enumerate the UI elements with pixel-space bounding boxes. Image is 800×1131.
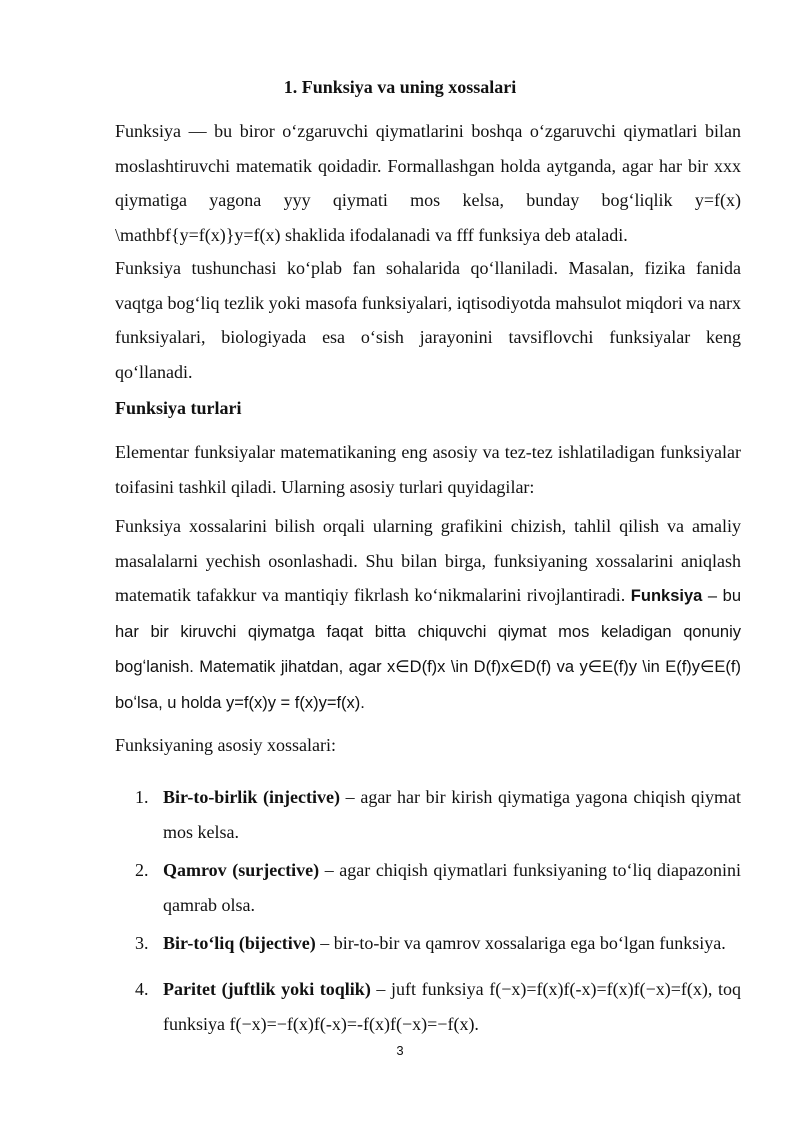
list-item-number: 2. xyxy=(135,860,149,880)
list-item-text xyxy=(163,926,741,961)
definition-text: – bu har bir kiruvchi qiymatga faqat bitta chiquvchi qiymat mos keladigan qonuniy bogʻlanish. Matematik jihatdan, agar x∈D(f)x \in D(f)x∈D(f) va y∈E(f)y \in E(f)y∈E(f) boʻlsa, u holda y=f(x)y = f(x)y=f(x). xyxy=(115,587,742,712)
property-description: – agar chiqish qiymatlari funksiyaning toʻliq diapazonini qamrab olsa. xyxy=(163,860,741,915)
section-title: 1. Funksiya va uning xossalari xyxy=(283,77,517,97)
page-number: 3 xyxy=(396,1043,404,1058)
list-item-number: 1. xyxy=(135,787,149,807)
list-item-text xyxy=(163,972,741,1041)
intro-paragraph: Funksiya — bu biror oʻzgaruvchi qiymatlarini boshqa oʻzgaruvchi qiymatlari bilan moslashtiruvchi matematik qoidadir. Formallashgan holda aytganda, agar har bir xxx qiymatiga yagona yyy qiymati mos kelsa, bunday bogʻliqlik y=f(x) \mathbf{y=f(x)}y=f(x) shaklida ifodalanadi va fff funksiya deb ataladi. xyxy=(115,121,741,245)
property-description: – agar har bir kirish qiymatiga yagona chiqish qiymat mos kelsa. xyxy=(163,787,742,842)
property-term: Qamrov (surjective) xyxy=(163,860,320,880)
property-term: Paritet (juftlik yoki toqlik) xyxy=(163,979,371,999)
property-description: – bir-to-bir va qamrov xossalariga ega boʻlgan funksiya. xyxy=(315,933,726,953)
properties-importance-text: Funksiya xossalarini bilish orqali ularning grafikini chizish, tahlil qilish va amaliy masalalarni yechish osonlashadi. Shu bilan birga, funksiyaning xossalarini aniqlash matematik tafakkur va mantiqiy fikrlash koʻnikmalarini rivojlantiradi. xyxy=(115,516,741,605)
function-types-heading: Funksiya turlari xyxy=(115,398,242,418)
list-item-number: 4. xyxy=(135,979,149,999)
property-term: Bir-toʻliq (bijective) xyxy=(163,933,316,953)
elementary-functions-paragraph: Elementar funksiyalar matematikaning eng asosiy va tez-tez ishlatiladigan funksiyalar toifasini tashkil qiladi. Ularning asosiy turlari quyidagilar: xyxy=(115,442,741,497)
list-item-text xyxy=(163,853,741,922)
list-item-number: 3. xyxy=(135,933,149,953)
definition-term: Funksiya xyxy=(630,587,703,605)
list-item-text xyxy=(163,780,741,849)
applications-paragraph: Funksiya tushunchasi koʻplab fan sohalarida qoʻllaniladi. Masalan, fizika fanida vaqtga bogʻliq tezlik yoki masofa funksiyalari, iqtisodiyotda mahsulot miqdori va narx funksiyalari, biologiyada esa oʻsish jarayonini tavsiflovchi funksiyalar keng qoʻllanadi. xyxy=(115,258,741,382)
property-term: Bir-to-birlik (injective) xyxy=(163,787,340,807)
properties-intro: Funksiyaning asosiy xossalari: xyxy=(115,735,336,755)
property-description: – juft funksiya f(−x)=f(x)f(-x)=f(x)f(−x)=f(x), toq funksiya f(−x)=−f(x)f(-x)=-f(x)f(−x)=−f(x). xyxy=(163,979,741,1034)
properties-importance-paragraph xyxy=(115,509,741,720)
